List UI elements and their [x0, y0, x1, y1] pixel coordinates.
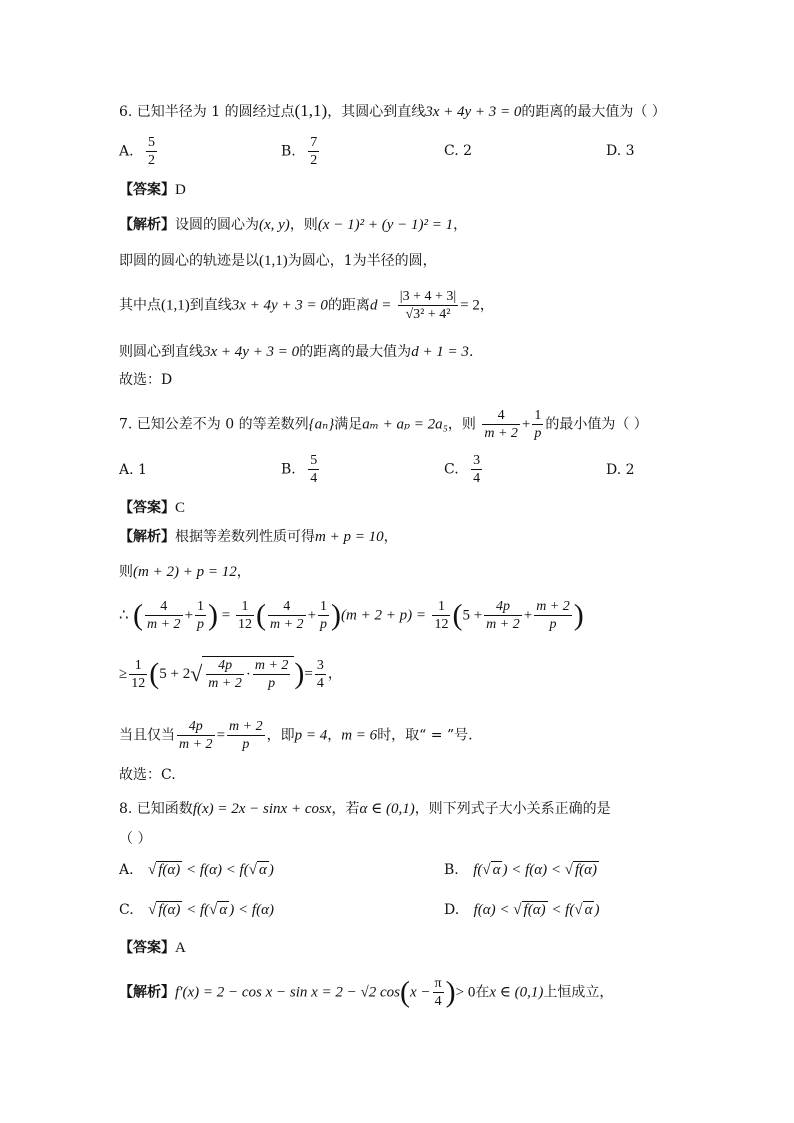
q6-option-b-label: B.: [281, 143, 296, 160]
math: p = 4: [294, 727, 328, 744]
therefore: ∴: [119, 607, 129, 624]
math: 3x + 4y + 3 = 0: [203, 344, 300, 360]
frac: $\frac{1}{12}$: [434, 599, 449, 632]
frac-num: 7: [310, 135, 318, 150]
q8-paren: （ ）: [119, 831, 152, 847]
frac-num: π: [434, 976, 442, 991]
q6-mid: ，其圆心到直线: [327, 104, 426, 120]
frac: [315, 657, 326, 692]
analysis-tag: 【解析】: [119, 984, 175, 1001]
math: 5 +: [462, 607, 483, 624]
text: ，即: [266, 727, 295, 744]
q6-distance-frac: [398, 288, 458, 323]
q7-frac-2: [532, 407, 543, 442]
frac: $\frac{4p}{m + 2}$: [179, 719, 213, 752]
frac-den: 4: [316, 675, 324, 691]
math: α ∈ (0,1): [359, 801, 415, 817]
math: f′(x) = 2 − cos x − sin x = 2 − √2 cos: [175, 984, 400, 1001]
q7-analysis-line1: [119, 527, 398, 547]
math: 3x + 4y + 3 = 0: [231, 297, 328, 314]
math: (m + 2) + p = 12: [133, 564, 237, 580]
frac-den: 2: [310, 153, 318, 168]
math: ≥: [119, 666, 128, 682]
q7-option-b-frac: [308, 452, 319, 487]
text: ，: [453, 217, 468, 233]
math: ·: [245, 666, 251, 683]
frac: $\frac{1}{p}$: [320, 599, 328, 632]
frac-num: 1: [197, 599, 205, 614]
q7-stem: [119, 407, 648, 442]
frac-num: |3 + 4 + 3|: [399, 289, 457, 304]
math: =: [304, 666, 313, 682]
frac-den: 4: [473, 471, 481, 486]
text: .: [468, 344, 474, 360]
text: ，则: [289, 217, 318, 233]
q7-analysis-line4: ≥ $\frac{1}{12}$ (5 + 2√ $\frac{4p}{m + 2}$ · $\frac{m + 2}{p}$ )= $\frac{3}{4}$ ，: [119, 657, 342, 691]
q8-stem: [119, 799, 611, 819]
text: 满足: [334, 416, 363, 433]
math: {aₙ}: [308, 416, 335, 433]
frac: $\frac{1}{12}$: [238, 599, 252, 632]
text: 的距离的最大值为: [299, 344, 412, 360]
q6-option-d: D. 3: [606, 143, 635, 159]
text: 设圆的圆心为: [175, 217, 259, 233]
frac-den: 2: [148, 153, 156, 168]
answer-tag: 【答案】: [119, 500, 175, 516]
frac-den: 4: [310, 471, 318, 486]
frac: $\frac{m + 2}{p}$: [254, 658, 289, 691]
frac-num: 5: [148, 135, 156, 150]
frac-den: p: [197, 617, 205, 632]
q6-analysis-line2: [119, 251, 437, 271]
text: 的距离: [327, 297, 370, 314]
q6-analysis-line1: [119, 215, 467, 235]
frac-num: 4p: [484, 598, 522, 616]
math: (1,1): [161, 297, 190, 314]
q8-option-a: A. √ f(α) < f(α) < f(√ α ): [119, 862, 274, 878]
frac: $\frac{4p}{m + 2}$: [486, 599, 520, 632]
frac-den: 12: [238, 617, 252, 632]
math: (x − 1)² + (y − 1)² = 1: [317, 217, 454, 233]
frac-num: 3: [316, 657, 324, 673]
answer-value: C: [175, 500, 186, 516]
text: ，: [479, 297, 494, 314]
q7-analysis-line5: 当且仅当 $\frac{4p}{m + 2}$ = $\frac{m + 2}{p}$ ，即p = 4，m = 6时，取“ = ”号.: [119, 719, 473, 752]
frac: $\frac{4}{m + 2}$: [270, 599, 304, 632]
frac-num: m + 2: [536, 599, 570, 614]
text: 的最小值为（ ）: [545, 416, 648, 433]
text: 则圆心到直线: [119, 344, 203, 360]
q8-analysis-line1: 【解析】f′(x) = 2 − cos x − sin x = 2 − √2 cos(x − $\frac{\pi}{4}$ )> 0在x ∈ (0,1)上恒成立，: [119, 975, 614, 1009]
frac-num: 4: [145, 598, 183, 616]
text: ，: [236, 564, 251, 580]
text: ，: [327, 666, 342, 682]
text: 则: [119, 564, 133, 580]
frac: [433, 975, 444, 1010]
q6-option-b: [281, 134, 321, 169]
q8-answer: [119, 938, 186, 958]
frac-num: 5: [310, 453, 318, 468]
math: x −: [410, 984, 431, 1001]
math: f(x) = 2x − sinx + cosx: [192, 801, 332, 817]
text: 上恒成立，: [543, 984, 614, 1001]
math: > 0: [455, 984, 476, 1001]
q7-option-b: [281, 452, 321, 487]
text: ，则下列式子大小关系正确的是: [414, 801, 611, 817]
q7-option-a: A. 1: [119, 462, 147, 478]
frac-num: 3: [473, 453, 481, 468]
label: C.: [444, 461, 459, 478]
q6-answer-tag: 【答案】: [119, 182, 175, 198]
text: 即圆的圆心的轨迹是以: [119, 253, 259, 269]
frac: $\frac{1}{12}$: [131, 657, 146, 691]
q8-option-b: B. f(√ α ) < f(α) < √ f(α): [444, 862, 598, 878]
q6-end: 的距离的最大值为（ ）: [521, 104, 666, 120]
math: m = 6: [341, 727, 378, 744]
math: m + p = 10: [315, 529, 384, 545]
answer-tag: 【答案】: [119, 940, 175, 956]
math: d + 1 = 3: [411, 344, 469, 360]
q7-answer: [119, 498, 185, 518]
frac-den: p: [534, 426, 542, 441]
q6-choose: 故选：D: [119, 372, 173, 388]
text: ，: [383, 529, 398, 545]
answer-value: A: [175, 940, 186, 956]
frac-den: 4: [434, 994, 442, 1009]
math: (x, y): [259, 217, 290, 233]
math: aₘ + aₚ = 2a₅: [362, 416, 448, 433]
math: d =: [369, 297, 392, 314]
q7-analysis-line2: [119, 562, 251, 582]
math: +: [523, 607, 533, 624]
q6-analysis-line3: [119, 288, 494, 323]
math: +: [521, 416, 531, 433]
label: A.: [119, 862, 134, 878]
label: D.: [444, 902, 460, 918]
q6-option-c: C. 2: [444, 143, 473, 159]
q6-point: (1,1): [294, 101, 328, 120]
q7-choose: 故选：C.: [119, 767, 176, 783]
frac: $\frac{4p}{m + 2}$: [208, 658, 242, 691]
text: 当且仅当: [119, 727, 175, 744]
text: 根据等差数列性质可得: [175, 529, 315, 545]
text: 为圆心，1为半径的圆，: [287, 253, 437, 269]
q6-stem-text: 6. 已知半径为 1 的圆经过点: [119, 104, 295, 120]
q6-line: 3x + 4y + 3 = 0: [425, 104, 522, 120]
math: (1,1): [259, 253, 288, 269]
frac-num: 1: [534, 408, 542, 423]
q8-option-c: C. √ f(α) < f(√ α ) < f(α): [119, 902, 274, 918]
frac-den: m + 2: [147, 617, 181, 632]
analysis-tag: 【解析】: [119, 529, 175, 545]
math: (m + 2 + p) =: [341, 607, 426, 624]
label: B.: [444, 862, 459, 878]
math: x ∈ (0,1): [489, 984, 544, 1001]
q6-answer-value: D: [175, 182, 186, 198]
q6-option-a-frac: [146, 134, 157, 169]
label: C.: [119, 902, 134, 918]
text: 其中点: [119, 297, 161, 314]
frac-den: √3² + 4²: [405, 307, 451, 322]
q6-option-a-label: A.: [119, 143, 134, 160]
q6-analysis-tag: 【解析】: [119, 217, 175, 233]
frac: [195, 598, 206, 633]
q7-frac-1: [482, 407, 520, 442]
q7-analysis-line3: ∴ ( $\frac{4}{m + 2}$ + $\frac{1}{p}$ ) = $\frac{1}{12}$ ( $\frac{4}{m + 2}$ + $\frac{1}{p}$ )(m + 2 + p) = $\frac{1}{12}$ (5 + $\frac{4p}{m + 2}$ + $\frac{m + 2}{p}$ ): [119, 598, 584, 632]
text: ，则: [447, 416, 476, 433]
text: 7. 已知公差不为 0 的等差数列: [119, 416, 309, 433]
text: ，: [327, 727, 342, 744]
frac: $\frac{m + 2}{p}$: [536, 599, 570, 632]
math: 5 + 2: [159, 666, 191, 682]
text: ，若: [331, 801, 360, 817]
label: B.: [281, 461, 296, 478]
frac: $\frac{m + 2}{p}$: [229, 719, 263, 752]
text: 8. 已知函数: [119, 801, 193, 817]
q7-option-d: D. 2: [606, 462, 635, 478]
frac-num: 4: [482, 407, 520, 425]
text: 时，取“ = ”号.: [377, 727, 473, 744]
q6-option-a: [119, 134, 159, 169]
text: 在: [475, 984, 490, 1001]
text: 到直线: [189, 297, 232, 314]
frac-den: m + 2: [484, 426, 518, 441]
q6-analysis-line4: [119, 342, 473, 362]
math: = 2: [460, 297, 480, 314]
q6-option-b-frac: [308, 134, 319, 169]
q7-option-c-frac: [471, 452, 482, 487]
q6-answer: [119, 180, 186, 200]
q6-stem: [119, 101, 666, 122]
frac: [145, 598, 183, 633]
q7-option-c: [444, 452, 484, 487]
q8-option-d: D. f(α) < √ f(α) < f(√ α ): [444, 902, 600, 918]
